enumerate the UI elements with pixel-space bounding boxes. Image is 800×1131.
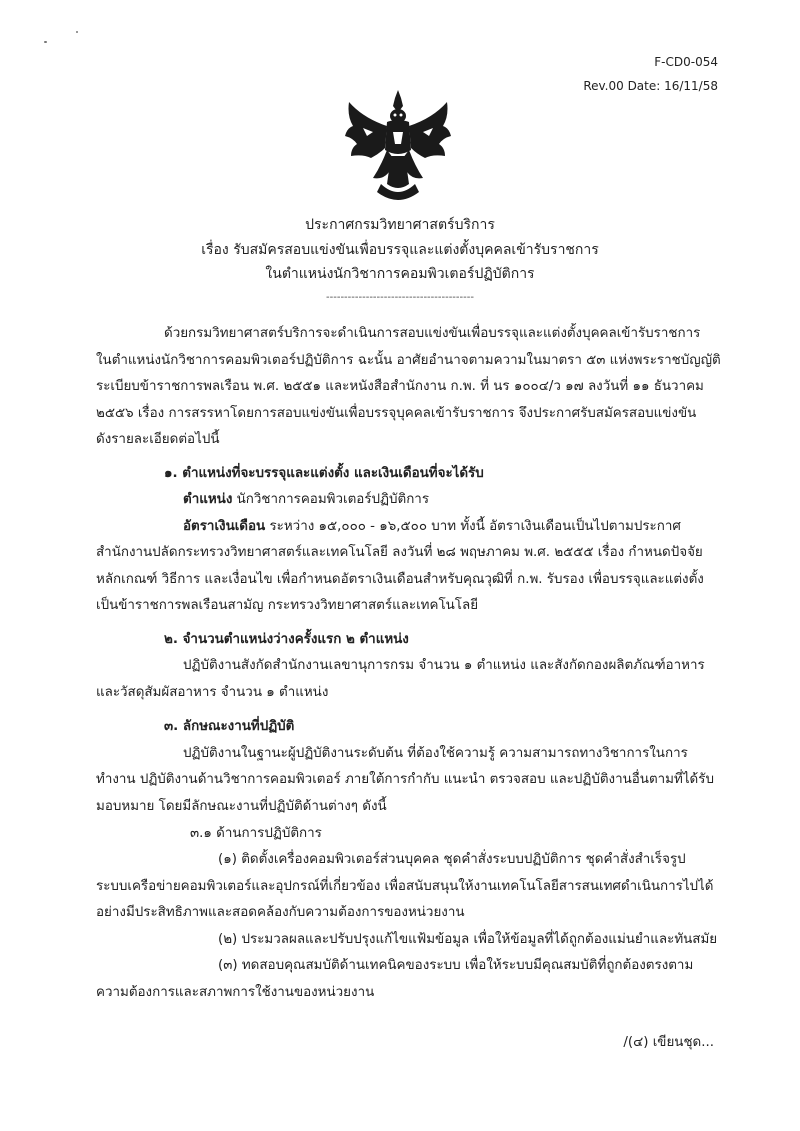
position-value: นักวิชาการคอมพิวเตอร์ปฏิบัติการ bbox=[232, 492, 430, 507]
section-3-1-heading: ๓.๑ ด้านการปฏิบัติการ bbox=[190, 826, 322, 841]
salary-line bbox=[183, 515, 681, 536]
salary-label: อัตราเงินเดือน bbox=[183, 519, 266, 534]
salary-value: ระหว่าง ๑๕,๐๐๐ - ๑๖,๕๐๐ บาท ทั้งนี้ อัตราเงินเดือนเป็นไปตามประกาศ bbox=[265, 519, 681, 534]
section-2-heading: ๒. จำนวนตำแหน่งว่างครั้งแรก ๒ ตำแหน่ง bbox=[164, 632, 409, 647]
section-2-line: ปฏิบัติงานสังกัดสำนักงานเลขานุการกรม จำนวน ๑ ตำแหน่ง และสังกัดกองผลิตภัณฑ์อาหาร bbox=[183, 658, 705, 673]
section-3-1-item: ความต้องการและสภาพการใช้งานของหน่วยงาน bbox=[96, 985, 375, 1000]
section-1-line: เป็นข้าราชการพลเรือนสามัญ กระทรวงวิทยาศาสตร์และเทคโนโลยี bbox=[96, 598, 479, 613]
section-3-1-item: (๑) ติดตั้งเครื่องคอมพิวเตอร์ส่วนบุคคล ชุดคำสั่งระบบปฏิบัติการ ชุดคำสั่งสำเร็จรูป bbox=[218, 852, 686, 867]
section-2-line: และวัสดุสัมผัสอาหาร จำนวน ๑ ตำแหน่ง bbox=[96, 685, 329, 700]
section-3-1-item: (๓) ทดสอบคุณสมบัติด้านเทคนิคของระบบ เพื่อให้ระบบมีคุณสมบัติที่ถูกต้องตรงตาม bbox=[218, 958, 694, 973]
section-1-heading: ๑. ตำแหน่งที่จะบรรจุและแต่งตั้ง และเงินเดือนที่จะได้รับ bbox=[164, 466, 484, 481]
scan-speck bbox=[44, 41, 47, 43]
section-3-1-item: ระบบเครือข่ายคอมพิวเตอร์และอุปกรณ์ที่เกี่ยวข้อง เพื่อสนับสนุนให้งานเทคโนโลยีสารสนเทศดำเนินการไปได้ bbox=[96, 879, 714, 894]
scan-speck bbox=[76, 31, 78, 33]
intro-line: ในตำแหน่งนักวิชาการคอมพิวเตอร์ปฏิบัติการ ฉะนั้น อาศัยอำนาจตามความในมาตรา ๕๓ แห่งพระราชบัญญัติ bbox=[96, 353, 721, 368]
section-1-line: หลักเกณฑ์ วิธีการ และเงื่อนไข เพื่อกำหนดอัตราเงินเดือนสำหรับคุณวุฒิที่ ก.พ. รับรอง เพื่อบรรจุและแต่งตั้ง bbox=[96, 572, 704, 587]
section-3-line: ทำงาน ปฏิบัติงานด้านวิชาการคอมพิวเตอร์ ภายใต้การกำกับ แนะนำ ตรวจสอบ และปฏิบัติงานอื่นตามที่ได้รับ bbox=[96, 772, 714, 787]
intro-line: ดังรายละเอียดต่อไปนี้ bbox=[96, 432, 220, 447]
section-3-1-item: อย่างมีประสิทธิภาพและสอดคล้องกับความต้องการของหน่วยงาน bbox=[96, 905, 465, 920]
section-1-line: สำนักงานปลัดกระทรวงวิทยาศาสตร์และเทคโนโลยี ลงวันที่ ๒๘ พฤษภาคม พ.ศ. ๒๕๕๕ เรื่อง กำหนดปัจจัย bbox=[96, 545, 703, 560]
section-3-line: ปฏิบัติงานในฐานะผู้ปฏิบัติงานระดับต้น ที่ต้องใช้ความรู้ ความสามารถทางวิชาการในการ bbox=[183, 746, 688, 761]
title-divider: ----------------------------------------- bbox=[326, 292, 474, 303]
revision-date: Rev.00 Date: 16/11/58 bbox=[583, 79, 718, 93]
section-3-1-item: (๒) ประมวลผลและปรับปรุงแก้ไขแฟ้มข้อมูล เพื่อให้ข้อมูลที่ได้ถูกต้องแม่นยำและทันสมัย bbox=[218, 932, 718, 947]
intro-line: ด้วยกรมวิทยาศาสตร์บริการจะดำเนินการสอบแข่งขันเพื่อบรรจุและแต่งตั้งบุคคลเข้ารับราชการ bbox=[164, 326, 701, 341]
announcement-title: ประกาศกรมวิทยาศาสตร์บริการ bbox=[305, 217, 495, 233]
section-3-heading: ๓. ลักษณะงานที่ปฏิบัติ bbox=[164, 719, 295, 734]
document-code: F-CD0-054 bbox=[654, 55, 718, 69]
intro-line: ระเบียบข้าราชการพลเรือน พ.ศ. ๒๕๕๑ และหนังสือสำนักงาน ก.พ. ที่ นร ๑๐๐๔/ว ๑๗ ลงวันที่ ๑๑ ธันวาคม bbox=[96, 379, 704, 394]
announcement-position: ในตำแหน่งนักวิชาการคอมพิวเตอร์ปฏิบัติการ bbox=[265, 266, 535, 282]
position-label: ตำแหน่ง bbox=[183, 492, 233, 507]
continued-note: /(๔) เขียนชุด... bbox=[623, 1035, 714, 1050]
document-code-block bbox=[583, 50, 718, 98]
garuda-emblem-icon bbox=[343, 88, 453, 206]
position-line bbox=[183, 488, 429, 509]
section-3-line: มอบหมาย โดยมีลักษณะงานที่ปฏิบัติด้านต่างๆ ดังนี้ bbox=[96, 799, 387, 814]
announcement-subject: เรื่อง รับสมัครสอบแข่งขันเพื่อบรรจุและแต่งตั้งบุคคลเข้ารับราชการ bbox=[201, 242, 599, 258]
intro-line: ๒๕๕๖ เรื่อง การสรรหาโดยการสอบแข่งขันเพื่อบรรจุบุคคลเข้ารับราชการ จึงประกาศรับสมัครสอบแข่งขัน bbox=[96, 406, 697, 421]
